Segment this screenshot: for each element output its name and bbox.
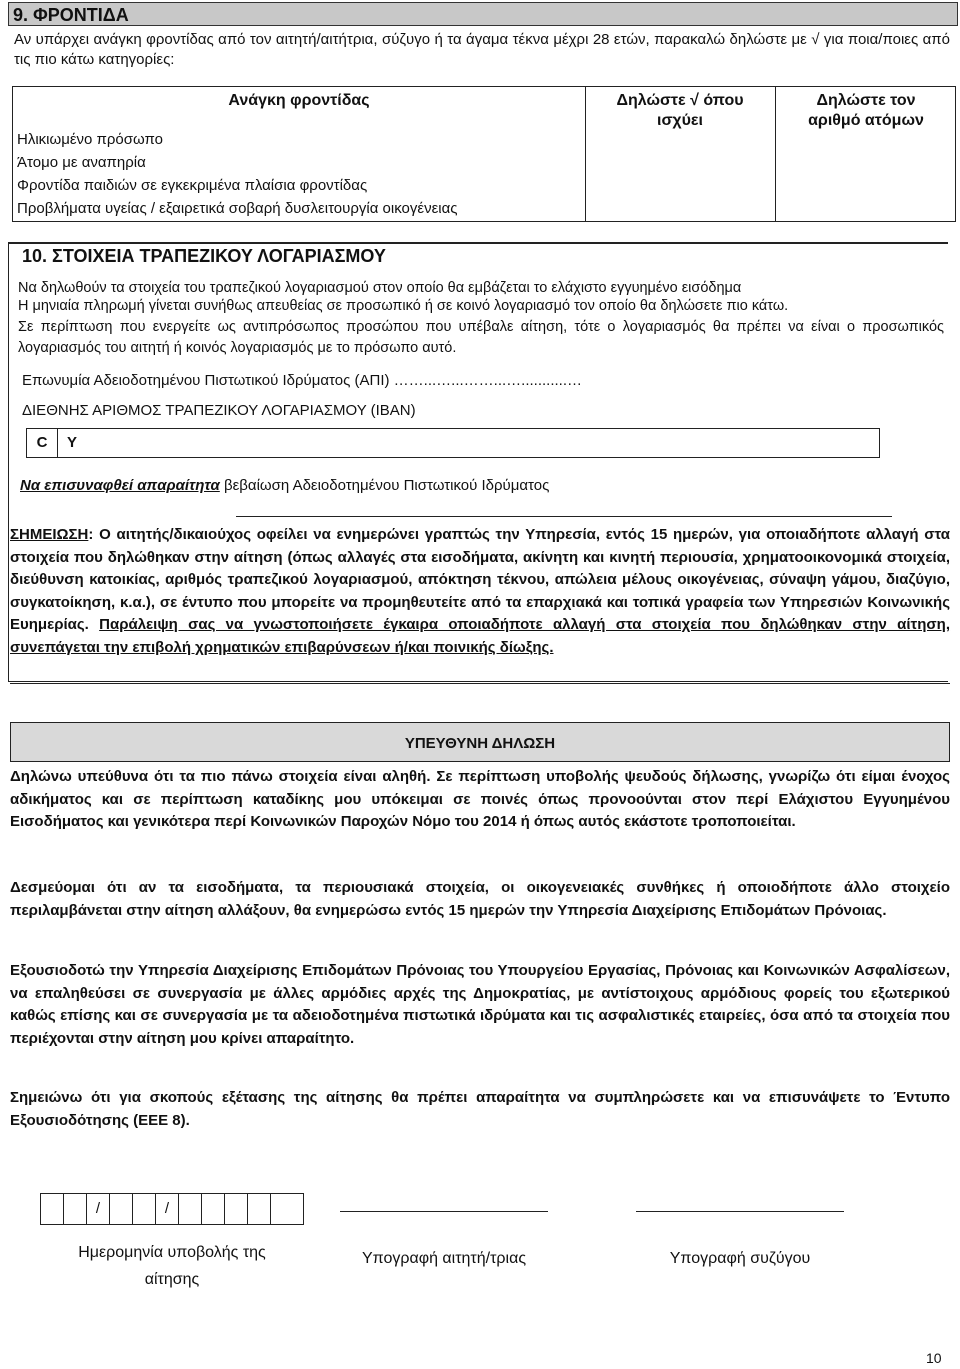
note-divider (236, 516, 892, 517)
iban-input[interactable] (26, 428, 880, 458)
persons-count-header: Δηλώστε τον αριθμό ατόμων (808, 92, 924, 129)
date-separator-2: / (156, 1194, 179, 1224)
section-9-intro: Αν υπάρχει ανάγκη φροντίδας από τον αιτητή/αιτήτρια, σύζυγο ή τα άγαμα τέκνα μέχρι 28 ετών, παρακαλώ δηλώστε με √ για ποια/ποιες από τις πιο κάτω κατηγορίες: (14, 31, 950, 68)
iban-prefix-c: C (27, 429, 58, 457)
declaration-paragraph-2: Δεσμεύομαι ότι αν τα εισοδήματα, τα περιουσιακά στοιχεία, οι οικογενειακές συνθήκες ή οποιοδήποτε άλλο στοιχείο περιλαμβάνεται στην αίτηση αλλάξουν, θα ενημερώσω εντός 15 ημερών την Υπηρεσία Διαχείρισης Επιδομάτων Πρόνοιας. (10, 879, 950, 919)
section-9-header: 9. ΦΡΟΝΤΙΔΑ (8, 2, 958, 26)
declaration-paragraph-4: Σημειώνω ότι για σκοπούς εξέτασης της αίτησης θα πρέπει απαραίτητα να συμπληρώσετε και να επισυνάψετε το Έντυπο Εξουσιοδότησης (ΕΕΕ 8). (10, 1089, 950, 1129)
payment-info-text: Η μηνιαία πληρωμή γίνεται συνήθως απευθείας σε προσωπικό ή σε κοινό λογαριασμό τον οποίο θα δηλώσετε πιο κάτω. (18, 298, 789, 314)
attachment-note (20, 477, 549, 494)
note-text: : Ο αιτητής/δικαιούχος οφείλει να ενημερώνει γραπτώς την Υπηρεσία, εντός 15 ημερών, για οποιαδήποτε αλλαγή στα στοιχεία που δηλώθηκαν στην αίτηση (όπως αλλαγές στα εισοδήματα, ακίνητη και κινητή περιουσία, χρηματοοικονομικά στοιχεία, διεύθυνση κατοικίας, αριθμός τραπεζικού λογαριασμού, απόκτηση τέκνου, απώλεια μέλους οικογένειας, σύναψη γάμου, διαζύγιο, συγκατοίκηση, κ.α.), σε έντυπο που μπορείτε να προμηθευτείτε από τα επαρχιακά και τοπικά γραφεία των Υπηρεσιών Κοινωνικής Ευημερίας. (10, 526, 950, 633)
check-header: Δηλώστε √ όπου ισχύει (616, 92, 744, 129)
attachment-rest: βεβαίωση Αδειοδοτημένου Πιστωτικού Ιδρύματος (219, 477, 550, 494)
applicant-signature-line[interactable] (340, 1211, 548, 1212)
representative-info-text: Σε περίπτωση που ενεργείτε ως αντιπρόσωπος προσώπου που υπέβαλε αίτηση, τότε ο λογαριασμός θα πρέπει να είναι ο προσωπικός λογαριασμός του αιτητή ή κοινός λογαριασμός με το πρόσωπο αυτό. (18, 319, 944, 356)
declaration-header: ΥΠΕΥΘΥΝΗ ΔΗΛΩΣΗ (10, 722, 950, 762)
note-paragraph (10, 524, 950, 659)
applicant-signature-label: Υπογραφή αιτητή/τριας (361, 1250, 527, 1267)
declaration-paragraph-3: Εξουσιοδοτώ την Υπηρεσία Διαχείρισης Επιδομάτων Πρόνοιας του Υπουργείου Εργασίας, Πρόνοιας και Κοινωνικών Ασφαλίσεων, να επαληθεύσει σε συνεργασία με άλλες αρμόδιες αρχές της Δημοκρατίας, με αντίστοιχους αρμόδιους φορείς του εξωτερικού καθώς επίσης και σε συνεργασία με τα αδειοδοτημένα πιστωτικά ιδρύματα και τις ασφαλιστικές εταιρείες, όσα από τα στοιχεία που περιέχονται στην αίτηση μου κρίνει απαραίτητο. (10, 962, 950, 1047)
iban-prefix-y: Y (66, 434, 77, 451)
date-label: Ημερομηνία υποβολής της αίτησης (78, 1244, 266, 1288)
persons-count-column[interactable] (776, 87, 956, 221)
declaration-paragraph-1: Δηλώνω υπεύθυνα ότι τα πιο πάνω στοιχεία είναι αληθή. Σε περίπτωση υποβολής ψευδούς δήλωσης, γνωρίζω ότι είμαι ένοχος αδικήματος και σε περίπτωση καταδίκης μου υπόκειμαι σε ποινές όπως προνοούνται στον περί Ελάχιστου Εγγυημένου Εισοδήματος και γενικότερα περί Κοινωνικών Παροχών Νόμο του 2014 ή όπως αυτός εκάστοτε τροποποιείται. (10, 768, 950, 830)
care-needs-table (12, 86, 956, 222)
care-row-elderly: Ηλικιωμένο πρόσωπο (17, 131, 164, 148)
spouse-signature-label: Υπογραφή συζύγου (669, 1250, 811, 1267)
attachment-emphasis: Να επισυναφθεί απαραίτητα (20, 477, 220, 494)
bank-intro-text: Να δηλωθούν τα στοιχεία του τραπεζικού λογαριασμού στον οποίο θα εμβάζεται το ελάχιστο εγγυημένο εισόδημα (18, 280, 742, 296)
submission-date-input[interactable] (40, 1193, 304, 1225)
care-need-header: Ανάγκη φροντίδας (228, 92, 370, 109)
spouse-signature-line[interactable] (636, 1211, 844, 1212)
date-separator-1: / (87, 1194, 110, 1224)
care-need-column (13, 87, 586, 221)
care-row-health: Προβλήματα υγείας / εξαιρετικά σοβαρή δυσλειτουργία οικογένειας (17, 200, 458, 217)
page-number: 10 (926, 1350, 942, 1366)
bank-name-field[interactable]: Επωνυμία Αδειοδοτημένου Πιστωτικού Ιδρύματος (ΑΠΙ) ……...…...……...…...........… (22, 372, 583, 389)
section-10-title: 10. ΣΤΟΙΧΕΙΑ ΤΡΑΠΕΖΙΚΟΥ ΛΟΓΑΡΙΑΣΜΟΥ (22, 246, 386, 266)
note-label: ΣΗΜΕΙΩΣΗ (10, 526, 89, 543)
care-row-childcare: Φροντίδα παιδιών σε εγκεκριμένα πλαίσια φροντίδας (17, 177, 368, 194)
iban-label: ΔΙΕΘΝΗΣ ΑΡΙΘΜΟΣ ΤΡΑΠΕΖΙΚΟΥ ΛΟΓΑΡΙΑΣΜΟΥ (IBAN) (22, 402, 416, 419)
care-row-disability: Άτομο με αναπηρία (17, 154, 146, 171)
note-warning: Παράλειψη σας να γνωστοποιήσετε έγκαιρα οποιαδήποτε αλλαγή στα στοιχεία που δηλώθηκαν στην αίτηση, συνεπάγεται την επιβολή χρηματικών επιβαρύνσεων ή/και ποινικής δίωξης. (10, 616, 951, 656)
check-column[interactable] (585, 87, 776, 221)
note-end-divider (10, 683, 950, 684)
